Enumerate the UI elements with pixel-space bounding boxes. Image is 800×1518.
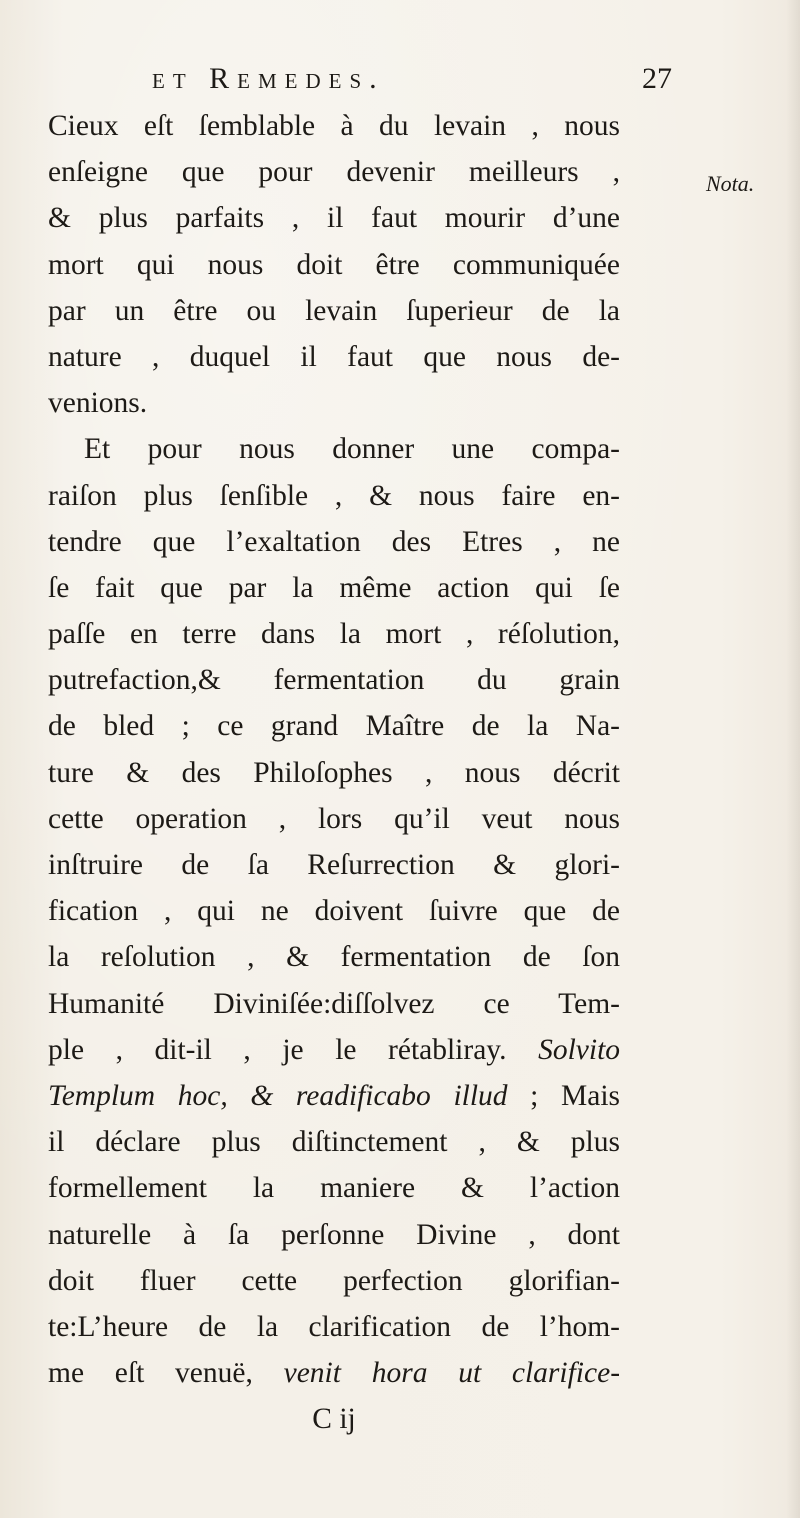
text-line: Humanité Diviniſée:diſſolvez ce Tem- <box>48 987 620 1020</box>
text-line: nature , duquel il faut que nous de- <box>48 340 620 373</box>
latin-quote: venit hora ut clarifice- <box>283 1357 621 1390</box>
text-line: inſtruire de ſa Reſurrection & glori- <box>48 849 620 881</box>
page-edge-shadow <box>786 0 800 1518</box>
text-line: formellement la maniere & l’action <box>48 1172 620 1205</box>
running-head: et Remedes. <box>152 62 385 95</box>
text-line: Cieux eſt ſemblable à du levain , nous <box>48 110 620 142</box>
text-line: cette operation , lors qu’il veut nous <box>48 802 620 835</box>
text-line: raiſon plus ſenſible , & nous faire en- <box>48 479 620 512</box>
body-text <box>48 103 620 1442</box>
margin-note: Nota. <box>706 171 755 196</box>
text-line: putrefaction,& fermentation du grain <box>48 664 620 697</box>
text-line: venions. <box>48 387 148 420</box>
text-line <box>48 1073 620 1119</box>
text-line <box>48 1027 620 1073</box>
text-line <box>48 1350 620 1396</box>
text-line: de bled ; ce grand Maître de la Na- <box>48 710 620 743</box>
page-header <box>152 62 672 98</box>
text-line: mort qui nous doit être communiquée <box>48 248 620 281</box>
line-roman: ple , dit-il , je le rétabliray. <box>48 1033 507 1066</box>
page-number: 27 <box>642 62 672 95</box>
text-line: enſeigne que pour devenir meilleurs , <box>48 156 620 189</box>
text-line: Et pour nous donner une compa- <box>84 433 620 466</box>
latin-quote: Solvito <box>538 1033 621 1066</box>
text-line: te:L’heure de la clarification de l’hom- <box>48 1310 620 1343</box>
text-line: il déclare plus diſtinctement , & plus <box>48 1126 620 1159</box>
line-roman: ; Mais <box>530 1079 620 1112</box>
text-line: la reſolution , & fermentation de ſon <box>48 941 620 974</box>
text-line: tendre que l’exaltation des Etres , ne <box>48 525 620 558</box>
text-line: paſſe en terre dans la mort , réſolution, <box>48 618 620 651</box>
text-line: & plus parfaits , il faut mourir d’une <box>48 202 620 235</box>
line-roman: me eſt venuë, <box>48 1357 253 1390</box>
text-line: naturelle à ſa perſonne Divine , dont <box>48 1218 620 1251</box>
text-line: ture & des Philoſophes , nous décrit <box>48 756 620 789</box>
text-line: doit fluer cette perfection glorifian- <box>48 1264 620 1297</box>
latin-quote: Templum hoc, & readificabo illud <box>48 1079 508 1112</box>
signature-mark: C ij <box>312 1403 356 1436</box>
text-line: fication , qui ne doivent ſuivre que de <box>48 895 620 928</box>
text-line: par un être ou levain ſuperieur de la <box>48 294 620 327</box>
text-line: ſe fait que par la même action qui ſe <box>48 571 620 604</box>
